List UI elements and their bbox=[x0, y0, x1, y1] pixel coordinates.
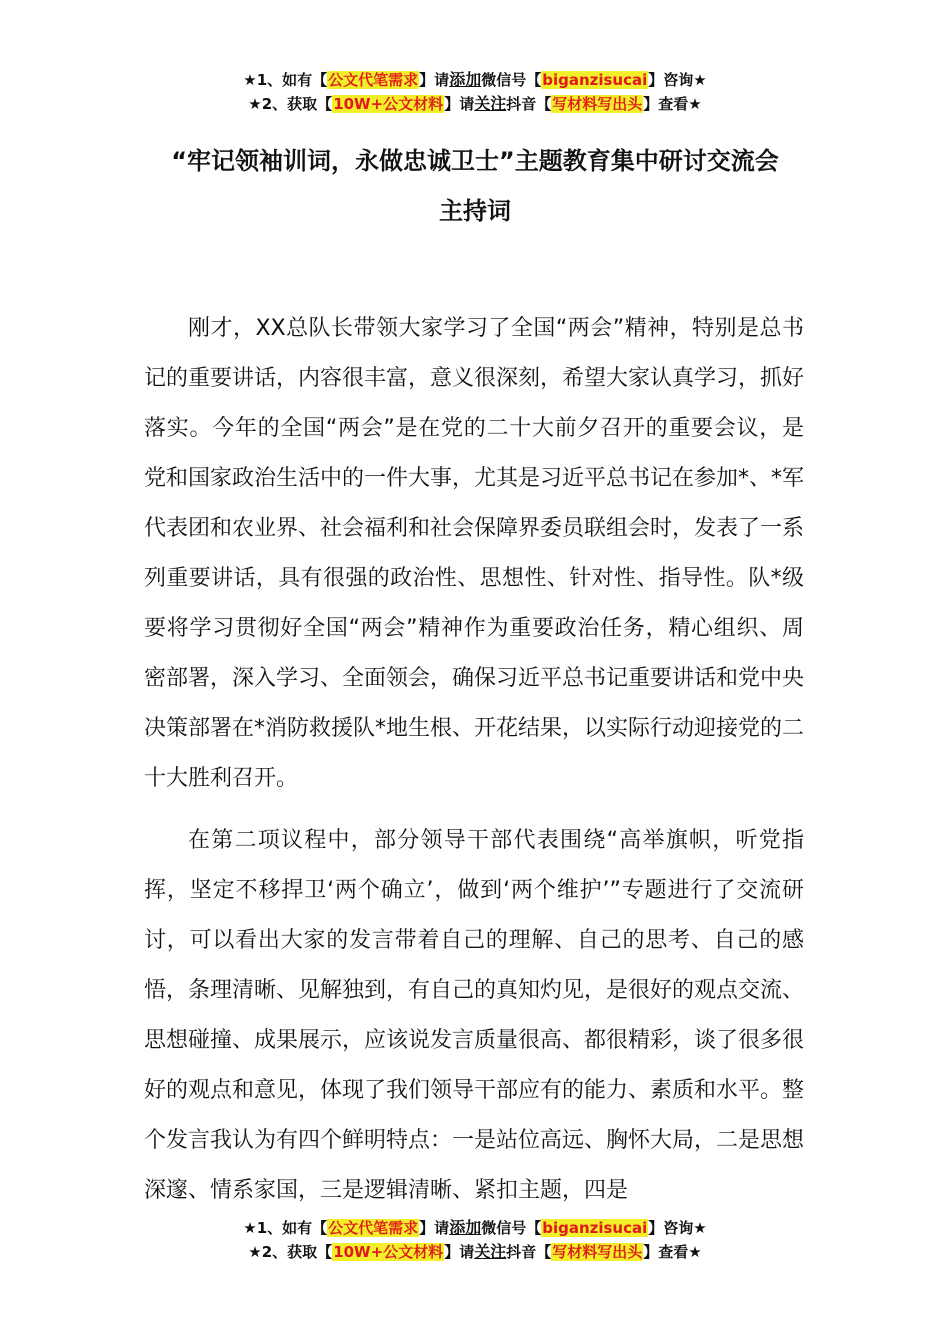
banner-highlight: 写材料写出头 bbox=[552, 95, 643, 113]
banner-line-1 bbox=[0, 1216, 950, 1240]
footer-banner bbox=[0, 1216, 950, 1264]
banner-highlight: 10W+公文材料 bbox=[333, 95, 444, 113]
banner-highlight: biganzisucai bbox=[542, 71, 648, 89]
banner-text: 】请 bbox=[444, 1243, 475, 1261]
document-body bbox=[144, 304, 804, 1228]
banner-highlight: biganzisucai bbox=[542, 1219, 648, 1237]
title-line-2: 主持词 bbox=[439, 197, 511, 225]
banner-text: 微信号【 bbox=[481, 71, 542, 89]
banner-text: 】查看★ bbox=[643, 1243, 702, 1261]
banner-highlight: 10W+公文材料 bbox=[333, 1243, 444, 1261]
banner-underlined: 关注 bbox=[474, 94, 507, 113]
banner-text: 抖音【 bbox=[506, 95, 552, 113]
banner-text: 】查看★ bbox=[643, 95, 702, 113]
banner-line-2 bbox=[0, 92, 950, 116]
paragraph: 刚才，XX总队长带领大家学习了全国“两会”精神，特别是总书记的重要讲话，内容很丰富，意义很深刻，希望大家认真学习，抓好落实。今年的全国“两会”是在党的二十大前夕召开的重要会议，是党和国家政治生活中的一件大事，尤其是习近平总书记在参加*、*军代表团和农业界、社会福利和社会保障界委员联组会时，发表了一系列重要讲话，具有很强的政治性、思想性、针对性、指导性。队*级要将学习贯彻好全国“两会”精神作为重要政治任务，精心组织、周密部署，深入学习、全面领会，确保习近平总书记重要讲话和党中央决策部署在*消防救援队*地生根、开花结果，以实际行动迎接党的二十大胜利召开。 bbox=[144, 316, 805, 791]
banner-text: ★2、获取【 bbox=[248, 95, 333, 113]
banner-underlined: 关注 bbox=[474, 1242, 507, 1261]
header-banner bbox=[0, 68, 950, 116]
banner-text: 抖音【 bbox=[506, 1243, 552, 1261]
banner-highlight: 公文代笔需求 bbox=[328, 1219, 419, 1237]
banner-text: 】咨询★ bbox=[648, 71, 707, 89]
banner-text: 微信号【 bbox=[481, 1219, 542, 1237]
banner-text: 】请 bbox=[444, 95, 475, 113]
banner-text: ★1、如有【 bbox=[243, 1219, 328, 1237]
banner-underlined: 添加 bbox=[449, 1218, 482, 1237]
banner-text: ★1、如有【 bbox=[243, 71, 328, 89]
banner-line-1 bbox=[0, 68, 950, 92]
banner-line-2 bbox=[0, 1240, 950, 1264]
banner-text: 】请 bbox=[419, 1219, 450, 1237]
banner-highlight: 公文代笔需求 bbox=[328, 71, 419, 89]
banner-text: ★2、获取【 bbox=[248, 1243, 333, 1261]
document-title bbox=[0, 136, 950, 236]
banner-highlight: 写材料写出头 bbox=[552, 1243, 643, 1261]
title-line-1: “牢记领袖训词，永做忠诚卫士”主题教育集中研讨交流会 bbox=[171, 147, 779, 175]
banner-text: 】咨询★ bbox=[648, 1219, 707, 1237]
paragraph: 在第二项议程中，部分领导干部代表围绕“高举旗帜，听党指挥，坚定不移捍卫‘两个确立’，做到‘两个维护’”专题进行了交流研讨，可以看出大家的发言带着自己的理解、自己的思考、自己的感悟，条理清晰、见解独到，有自己的真知灼见，是很好的观点交流、思想碰撞、成果展示，应该说发言质量很高、都很精彩，谈了很多很好的观点和意见，体现了我们领导干部应有的能力、素质和水平。整个发言我认为有四个鲜明特点：一是站位高远、胸怀大局，二是思想深邃、情系家国，三是逻辑清晰、紧扣主题，四是 bbox=[144, 828, 805, 1203]
banner-underlined: 添加 bbox=[449, 70, 482, 89]
banner-text: 】请 bbox=[419, 71, 450, 89]
